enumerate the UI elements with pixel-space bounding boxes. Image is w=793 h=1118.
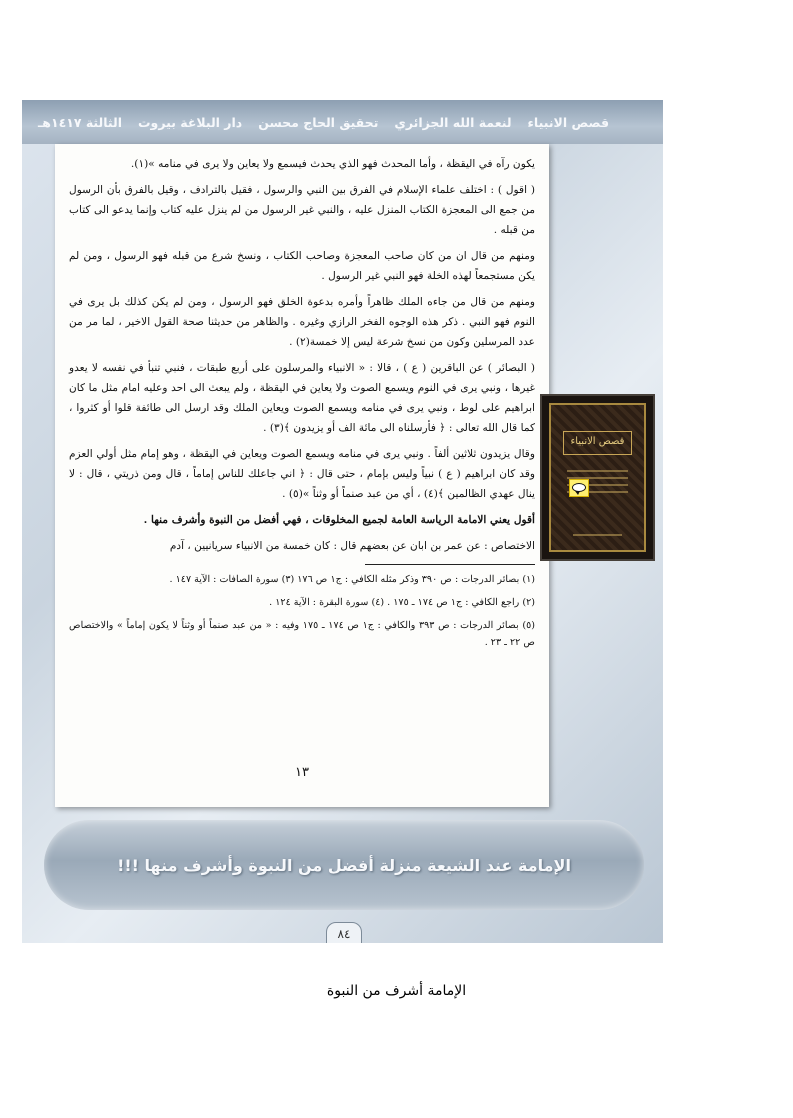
paragraph: يكون رآه في اليقظة ، وأما المحدث فهو الذي يحدث فيسمع ولا يعاين ولا يرى في منامه »(١). (130, 158, 535, 170)
image-caption: الإمامة أشرف من النبوة (326, 983, 467, 999)
comment-annotation-icon[interactable] (569, 479, 589, 497)
paragraph: الاختصاص : عن عمر بن ابان عن بعضهم قال : كان خمسة من الانبياء سريانيين ، آدم (169, 540, 535, 552)
banner-text: الإمامة عند الشيعة منزلة أفضل من النبوة وأشرف منها !!! (117, 855, 571, 875)
highlighted-paragraph: أقول يعني الامامة الرياسة العامة لجميع المخلوقات ، فهي أفضل من النبوة وأشرف منها . (143, 514, 535, 526)
footnote: (٢) راجع الكافي : ج١ ص ١٧٤ ـ ١٧٥ . (٤) سورة البقرة : الآية ١٢٤ . (269, 597, 535, 608)
header-item: دار البلاغة بيروت (138, 114, 243, 130)
paragraph: وقال يزيدون ثلاثين ألفاً . ونبي يرى في منامه ويسمع الصوت ويعاين في اليقظة ، وهو إمام مثل أولي العزم وقد كان ابراهيم ( ع ) نبياً وليس بإمام ، حتى قال : ﴿ اني جاعلك للناس إماماً ، قال ومن ذريتي ، قال : لا ينال عهدي الظالمين ﴾(٤) ، أي من عبد صنماً أو وثناً »(٥) . (69, 448, 535, 500)
book-cover-image (540, 394, 655, 561)
page-number: ١٣ (295, 765, 309, 780)
footnote: (١) بصائر الدرجات : ص ٣٩٠ وذكر مثله الكافي : ج١ ص ١٧٦ (٣) سورة الصافات : الآية ١٤٧ . (169, 574, 535, 585)
speech-bubble-icon (572, 483, 586, 492)
book-cover-frame (549, 403, 646, 552)
header-item: الثالثة ١٤١٧هـ (38, 114, 122, 130)
book-cover-title: قصص الانبياء (563, 431, 632, 455)
paragraph: ( البصائر ) عن الباقرين ( ع ) ، قالا : « الانبياء والمرسلون على أربع طبقات ، فنبي تنبأ في نفسه لا يعدو غيرها ، ونبي يرى في النوم ويسمع الصوت ولا يعاين في اليقظة ، ولم يبعث الى احد وعليه امام مثل ما كان ابراهيم على لوط ، ونبي يرى في منامه ويسمع الصوت ويعاين الملك وقد ارسل الى طائفة قلوا أو كثروا ، كما قال الله تعالى : ﴿ فأرسلناه الى مائة الف أو يزيدون ﴾(٣) . (69, 362, 535, 434)
paragraph: ومنهم من قال من جاءه الملك ظاهراً وأمره بدعوة الخلق فهو الرسول ، ومن لم يكن كذلك بل يرى في النوم فهو النبي . ذكر هذه الوجوه الفخر الرازي وغيره . والظاهر من حديثنا صحة القول الاخير ، لما مر من عدد المرسلين وكون من نسخ شرعة ليس إلا خمسة(٢) . (69, 296, 535, 348)
header-item: تحقيق الحاج محسن (258, 114, 379, 130)
header-item: لنعمة الله الجزائري (394, 114, 512, 130)
paragraph: ( اقول ) : اختلف علماء الإسلام في الفرق بين النبي والرسول ، فقيل بالترادف ، وقيل بالفرق بأن الرسول من جمع الى المعجزة الكتاب المنزل عليه ، والنبي غير الرسول من لم ينزل عليه كتاب وإنما يدعو الى كتاب من قبله . (69, 184, 535, 236)
caption-banner (44, 820, 644, 910)
bottom-page-number: ٨٤ (326, 922, 362, 943)
header-bar (22, 100, 663, 144)
header-item: قصص الانبياء (527, 114, 610, 130)
scanned-page (22, 100, 663, 943)
paragraph: ومنهم من قال ان من كان صاحب المعجزة وصاحب الكتاب ، ونسخ شرع من قبله فهو الرسول ، ومن لم يكن مستجمعاً لهذه الخلة فهو النبي غير الرسول . (69, 250, 535, 282)
book-cover-bottom-line (573, 534, 622, 536)
footnote: (٥) بصائر الدرجات : ص ٣٩٣ والكافي : ج١ ص ١٧٤ ـ ١٧٥ وفيه : « من عبد صنماً أو وثناً لا يكون إماماً » والاختصاص ص ٢٢ ـ ٢٣ . (69, 620, 535, 648)
footnote-separator (365, 564, 535, 565)
book-page (55, 144, 549, 807)
